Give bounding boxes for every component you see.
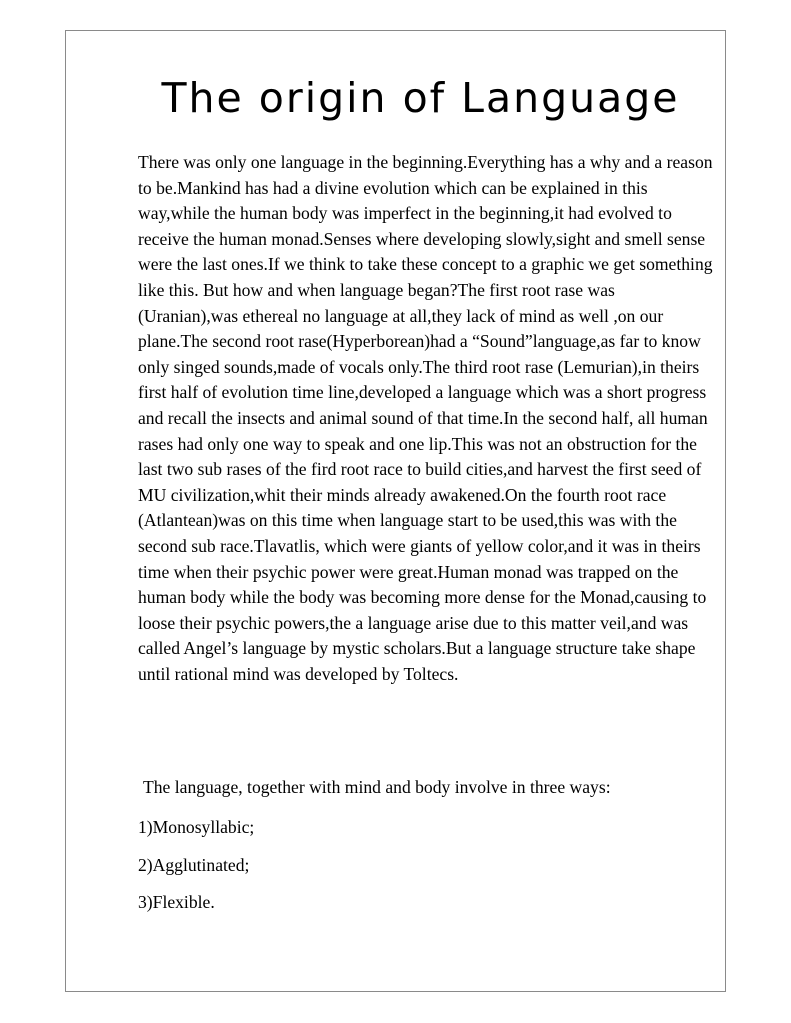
document-title: The origin of Language: [161, 74, 680, 122]
list-item-agglutinated: 2)Agglutinated;: [138, 855, 250, 875]
list-item-monosyllabic: 1)Monosyllabic;: [138, 817, 255, 837]
body-paragraph: There was only one language in the beginning.Everything has a why and a reason to be.Mankind has had a divine evolution which can be explained in this way,while the human body was imperfect in the beginning,it had evolved to receive the human monad.Senses where developing slowly,sight and smell sense were the last ones.If we think to take these concept to a graphic we get something like this. But how and when language began?The first root rase was (Uranian),was ethereal no language at all,they lack of mind as well ,on our plane.The second root rase(Hyperborean)had a “Sound”language,as far to know only singed sounds,made of vocals only.The third root rase (Lemurian),in theirs first half of evolution time line,developed a language which was a short progress and recall the insects and animal sound of that time.In the second half, all human rases had only one way to speak and one lip.This was not an obstruction for the last two sub rases of the fird root race to build cities,and harvest the first seed of MU civilization,whit their minds already awakened.On the fourth root race (Atlantean)was on this time when language start to be used,this was with the second sub race.Tlavatlis, which were giants of yellow color,and it was in theirs time when their psychic power were great.Human monad was trapped on the human body while the body was becoming more dense for the Monad,causing to loose their psychic powers,the a language arise due to this matter veil,and was called Angel’s language by mystic scholars.But a language structure take shape until rational mind was developed by Toltecs.: [138, 152, 713, 684]
list-intro: The language, together with mind and body involve in three ways:: [143, 777, 611, 797]
list-item-flexible: 3)Flexible.: [138, 892, 215, 912]
